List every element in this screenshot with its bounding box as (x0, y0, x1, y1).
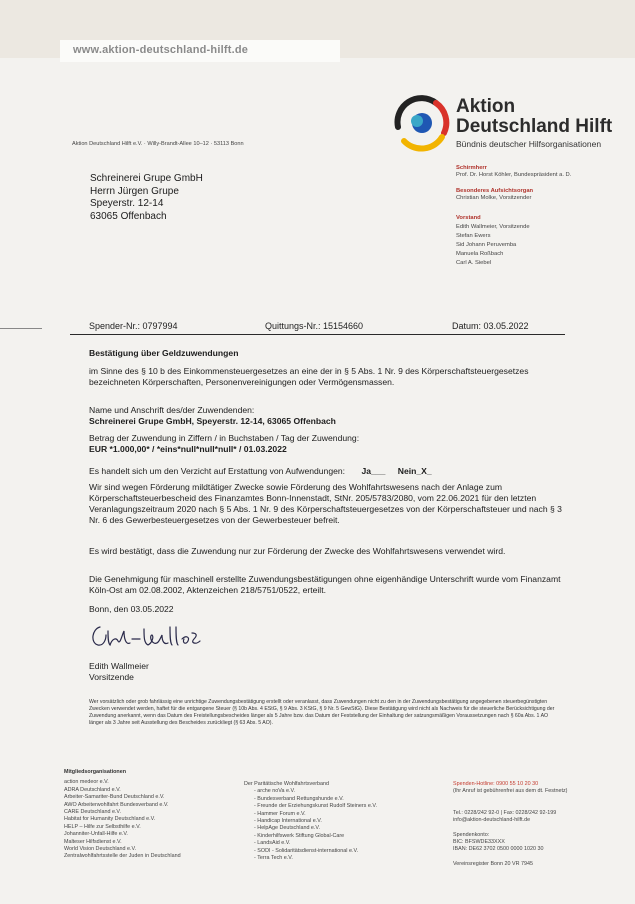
vorstand-title: Vorstand (456, 215, 481, 221)
verzicht-text: Es handelt sich um den Verzicht auf Erstattung von Aufwendungen: (89, 466, 346, 476)
phone-fax: Tel.: 0228/242 92-0 | Fax: 0228/242 92-199 (453, 809, 557, 816)
brand-name-line1: Aktion (456, 96, 516, 117)
receipt-number: Quittungs-Nr.: 15154660 (265, 321, 364, 331)
member-org: - Kinderhilfswerk Stiftung Global-Care (254, 832, 345, 839)
member-org: ADRA Deutschland e.V. (64, 786, 121, 793)
tax-exemption-text: Wir sind wegen Förderung mildtätiger Zwecke sowie Förderung des Wohlfahrtswesens nach der Anlage zum Körperschaftsteuerbescheid des Finanzamtes Bonn-Innenstadt, StNr. 205/5783/2080, vom 22.06.2021 für den letzten Veranlagungszeitraum 2020 nach § 5 Abs. 1 Nr. 9 des Körperschaftsteuergesetzes von der Körperschaftsteuer und nach § 3 Nr. 6 des Gewerbesteuergesetzes von der Gewerbesteuer befreit. (89, 482, 562, 525)
footer-contact (453, 781, 567, 868)
member-org: - arche noVa e.V. (254, 788, 296, 795)
verzicht-line (89, 466, 564, 477)
intro-text: im Sinne des § 10 b des Einkommensteuergesetzes an eine der in § 5 Abs. 1 Nr. 9 des Körperschaftsteuergesetzes bezeichneten Körperschaften, Personenvereinigungen oder Vermögensmassen. (89, 366, 529, 387)
aufsicht-name: Christian Molke, Vorsitzender (456, 195, 532, 201)
email-link[interactable]: info@aktion-deutschland-hilft.de (453, 817, 531, 824)
approval-text: Die Genehmigung für maschinell erstellte Zuwendungsbestätigungen ohne eigenhändige Unterschrift wurde vom Finanzamt Köln-Ost am 02.08.2002, Aktenzeichen 218/5751/0522, erteilt. (89, 574, 561, 595)
vorstand-member: Sid Johann Peruvemba (456, 242, 517, 248)
signature-image (86, 621, 216, 651)
document-title: Bestätigung über Geldzuwendungen (89, 348, 239, 358)
member-org: - Handicap International e.V. (254, 818, 322, 825)
member-org: - HelpAge Deutschland e.V. (254, 825, 321, 832)
footer-members-col1 (64, 769, 181, 861)
amount-label: Betrag der Zuwendung in Ziffern / in Buchstaben / Tag der Zuwendung: (89, 433, 360, 443)
vorstand-member: Manuela Roßbach (456, 251, 504, 257)
recipient-line: Schreinerei Grupe GmbH (90, 173, 203, 184)
member-org: Johanniter-Unfall-Hilfe e.V. (64, 831, 128, 838)
fold-mark (0, 328, 42, 329)
member-org: - LandsAid e.V. (254, 840, 291, 847)
bank-bic: BIC: BFSWDE33XXX (453, 839, 505, 846)
member-org: - SODI - Solidaritätsdienst-international e.V. (254, 847, 359, 854)
legal-disclaimer: Wer vorsätzlich oder grob fahrlässig eine unrichtige Zuwendungsbestätigung erstellt oder veranlasst, dass Zuwendungen nicht zu den in der Zuwendungsbestätigung angegebenen steuerbegünstigten Zwecken verwendet werden, haftet für die entgangene Steuer (§ 10b Abs. 4 EStG, § 9 Abs. 3 KStG, § 9 Nr. 5 GewStG). Diese Bestätigung wird nicht als Nachweis für die steuerliche Berücksichtigung der Zuwendung anerkannt, wenn das Datum des Freistellungsbescheides länger als 5 Jahre bzw. das Datum der Feststellung der Einhaltung der satzungsmäßigen Voraussetzungen nach § 60a Abs. 1 AO länger als 3 Jahre seit Ausstellung des Bescheides zurückliegt (§ 63 Abs. 5 AO). (89, 699, 555, 726)
member-org: - Hammer Forum e.V. (254, 810, 306, 817)
sidebar-schirmherr (456, 165, 571, 179)
donor-number: Spender-Nr.: 0797994 (89, 321, 178, 331)
member-org: Zentralwohlfahrtsstelle der Juden in Deutschland (64, 853, 181, 860)
signatory-role: Vorsitzende (89, 672, 134, 682)
member-org: - Terra Tech e.V. (254, 855, 293, 862)
divider (70, 334, 565, 335)
verzicht-ja: Ja___ (361, 466, 386, 476)
donation-hotline[interactable]: Spenden-Hotline: 0900 55 10 20 30 (453, 781, 539, 787)
sidebar-vorstand (456, 214, 530, 268)
recipient-line: Herrn Jürgen Grupe (90, 185, 179, 197)
vorstand-member: Stefan Ewers (456, 233, 491, 239)
aktion-logo-icon (392, 93, 452, 153)
verzicht-nein: Nein_X_ (397, 466, 432, 476)
donor-name-label: Name und Anschrift des/der Zuwendenden: (89, 405, 255, 415)
recipient-address (90, 173, 203, 223)
place-date: Bonn, den 03.05.2022 (89, 604, 174, 614)
bank-iban: IBAN: DE62 3702 0500 0000 1020 30 (453, 846, 544, 853)
vorstand-member: Carl A. Siebel (456, 260, 492, 266)
member-org: HELP – Hilfe zur Selbsthilfe e.V. (64, 823, 141, 830)
member-org: - Bundesverband Rettungshunde e.V. (254, 795, 344, 802)
brand-name-line2: Deutschland Hilft (456, 116, 613, 137)
members-title: Mitgliedsorganisationen (64, 769, 126, 775)
sender-line: Aktion Deutschland Hilft e.V. · Willy-Brandt-Allee 10–12 · 53113 Bonn (72, 141, 244, 147)
footer-members-col2 (244, 781, 377, 862)
member-org: Habitat for Humanity Deutschland e.V. (64, 816, 156, 823)
schirmherr-title: Schirmherr (456, 165, 487, 171)
paritaetische-title: Der Paritätische Wohlfahrtsverband (244, 781, 329, 787)
member-org: World Vision Deutschland e.V. (64, 846, 137, 853)
member-org: Arbeiter-Samariter-Bund Deutschland e.V. (64, 794, 165, 801)
member-org: - Freunde der Erziehungskunst Rudolf Steiners e.V. (254, 803, 377, 810)
member-org: Malteser Hilfsdienst e.V. (64, 838, 122, 845)
schirmherr-name: Prof. Dr. Horst Köhler, Bundespräsident a. D. (456, 172, 572, 178)
member-org: action medeor e.V. (64, 779, 109, 786)
donor-name-value: Schreinerei Grupe GmbH, Speyerstr. 12-14, 63065 Offenbach (89, 416, 336, 426)
member-org: CARE Deutschland e.V. (64, 809, 122, 816)
recipient-line: Speyerstr. 12-14 (90, 198, 164, 209)
confirmation-text: Es wird bestätigt, dass die Zuwendung nur zur Förderung der Zwecke des Wohlfahrtswesens verwendet wird. (89, 546, 506, 556)
amount-value: EUR *1.000,00* / *eins*null*null*null* / 01.03.2022 (89, 444, 287, 454)
association-register: Vereinsregister Bonn 20 VR 7945 (453, 860, 534, 867)
website-url[interactable]: www.aktion-deutschland-hilft.de (73, 44, 249, 56)
vorstand-member: Edith Wallmeier, Vorsitzende (456, 224, 530, 230)
receipt-date: Datum: 03.05.2022 (452, 321, 529, 331)
bank-title: Spendenkonto: (453, 831, 490, 838)
hotline-note: (Ihr Anruf ist gebührenfrei aus dem dt. Festnetz) (453, 788, 568, 795)
sidebar-aufsicht (456, 188, 533, 202)
member-org: AWO Arbeiterwohlfahrt Bundesverband e.V. (64, 801, 169, 808)
recipient-line: 63065 Offenbach (90, 210, 167, 222)
signatory-name: Edith Wallmeier (89, 661, 149, 671)
brand-tagline: Bündnis deutscher Hilfsorganisationen (456, 139, 602, 149)
aufsicht-title: Besonderes Aufsichtsorgan (456, 188, 534, 194)
